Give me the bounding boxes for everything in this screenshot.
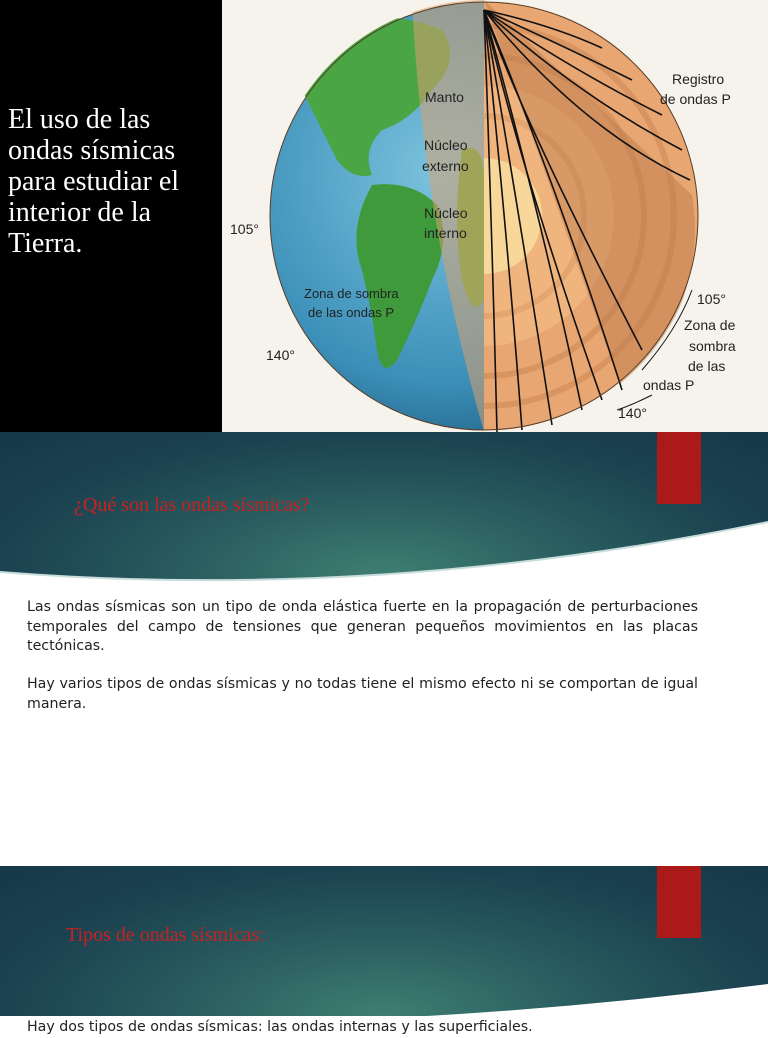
label-nucleo-externo-1: Núcleo (424, 137, 468, 153)
label-nucleo-interno-1: Núcleo (424, 205, 468, 221)
label-nucleo-interno-2: interno (424, 225, 467, 241)
label-angle-140-left: 140° (266, 347, 295, 363)
slide-2-header (0, 432, 768, 582)
label-manto: Manto (425, 89, 464, 105)
label-sombra-right-1: Zona de (684, 317, 736, 333)
label-angle-105-right: 105° (697, 291, 726, 307)
header-wave (0, 522, 768, 582)
slide-2-paragraph-1: Las ondas sísmicas son un tipo de onda elástica fuerte en la propagación de perturbaciones temporales del campo de tensiones que generan pequeños movimientos en las placas tectónicas. (27, 599, 698, 654)
label-sombra-right-4: ondas P (643, 377, 695, 393)
earth-seismic-diagram (222, 0, 768, 432)
label-registro-2: de ondas P (660, 91, 731, 107)
header-wave (0, 964, 768, 1024)
label-sombra-left-1: Zona de sombra (304, 286, 399, 301)
earth-diagram-svg (222, 0, 768, 432)
label-angle-105-left: 105° (230, 221, 259, 237)
slide-2-paragraph-2: Hay varios tipos de ondas sísmicas y no todas tiene el mismo efecto ni se comportan de igual manera. (27, 676, 698, 712)
label-angle-140-right: 140° (618, 405, 647, 421)
label-sombra-right-3: de las (688, 358, 726, 374)
label-nucleo-externo-2: externo (422, 158, 469, 174)
label-sombra-right-2: sombra (689, 338, 736, 354)
red-accent-tab (657, 432, 701, 504)
slide-3-heading: Tipos de ondas sísmicas: (66, 924, 265, 946)
slide-3-partial-text: Hay dos tipos de ondas sísmicas: las ondas internas y las superficiales. (27, 1019, 533, 1035)
label-sombra-left-2: de las ondas P (308, 305, 395, 320)
slide-3-body (0, 1016, 768, 1035)
slide-3-header (0, 866, 768, 1024)
slide-1 (0, 0, 768, 432)
slide-1-title: El uso de las ondas sísmicas para estudiar el interior de la Tierra. (8, 104, 180, 259)
red-accent-tab (657, 866, 701, 938)
slide-2-body (0, 582, 768, 866)
label-registro-1: Registro (672, 71, 725, 87)
slide-2-heading: ¿Qué son las ondas sísmicas? (74, 494, 310, 516)
